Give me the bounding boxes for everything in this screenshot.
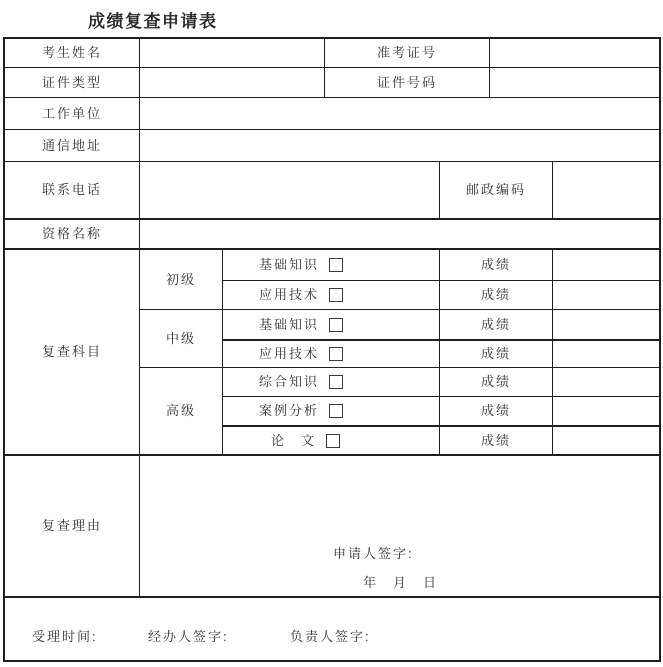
subject-checkbox[interactable] (329, 258, 343, 272)
applicant-signature-label: 申请人签字: (333, 546, 414, 561)
address-input-cell[interactable] (140, 130, 659, 162)
id-no-input-cell[interactable] (490, 68, 659, 98)
footer-row (5, 598, 659, 660)
score-label-cell (440, 368, 553, 397)
review-section-text: 复查科目 (41, 344, 102, 360)
score-label: 成绩 (480, 403, 511, 419)
score-label: 成绩 (480, 257, 511, 273)
score-input-cell[interactable] (553, 368, 659, 397)
application-form-table (3, 37, 661, 662)
score-label-cell (440, 397, 553, 427)
id-type-input-cell[interactable] (140, 68, 325, 98)
subject-checkbox[interactable] (329, 375, 343, 389)
work-unit-input-cell[interactable] (140, 98, 659, 130)
accept-time-label: 受理时间: (32, 629, 98, 644)
subject-label: 基础知识 (259, 257, 320, 273)
score-input-cell[interactable] (553, 397, 659, 427)
qualification-input-cell[interactable] (140, 220, 659, 250)
subject-label: 论 文 (271, 432, 317, 448)
score-label-cell (440, 341, 553, 368)
level-senior-label (140, 368, 223, 456)
score-input-cell[interactable] (553, 427, 659, 456)
score-label-cell (440, 310, 553, 341)
subject-label: 应用技术 (259, 346, 320, 362)
score-label-cell (440, 250, 553, 281)
score-label-cell (440, 427, 553, 456)
reason-input-cell[interactable] (140, 456, 659, 598)
reason-label (5, 456, 140, 598)
subject-label: 综合知识 (259, 374, 320, 390)
score-input-cell[interactable] (553, 250, 659, 281)
score-label: 成绩 (480, 346, 511, 362)
subject-cell-senior-case (223, 397, 440, 427)
phone-text: 联系电话 (41, 182, 102, 198)
score-label: 成绩 (480, 287, 511, 303)
subject-checkbox[interactable] (329, 318, 343, 332)
work-unit-text: 工作单位 (41, 105, 102, 121)
subject-label: 基础知识 (259, 316, 320, 332)
reason-text: 复查理由 (41, 518, 102, 534)
handler-signature-label: 经办人签字: (148, 629, 229, 644)
work-unit-label (5, 98, 140, 130)
postal-code-input-cell[interactable] (553, 162, 659, 220)
address-text: 通信地址 (41, 137, 102, 153)
subject-cell-intermediate-applied (223, 341, 440, 368)
admission-no-text: 准考证号 (376, 45, 437, 61)
phone-input-cell[interactable] (140, 162, 440, 220)
subject-label: 案例分析 (259, 403, 320, 419)
score-input-cell[interactable] (553, 310, 659, 341)
phone-label (5, 162, 140, 220)
subject-label: 应用技术 (259, 287, 320, 303)
id-no-text: 证件号码 (376, 74, 437, 90)
id-no-label (325, 68, 490, 98)
candidate-name-text: 考生姓名 (41, 45, 102, 61)
subject-cell-junior-basic (223, 250, 440, 281)
candidate-name-label (5, 39, 140, 68)
subject-cell-senior-comprehensive (223, 368, 440, 397)
subject-checkbox[interactable] (329, 347, 343, 361)
subject-cell-senior-thesis (223, 427, 440, 456)
subject-cell-intermediate-basic (223, 310, 440, 341)
score-label-cell (440, 281, 553, 310)
subject-checkbox[interactable] (326, 434, 340, 448)
admission-no-label (325, 39, 490, 68)
id-type-label (5, 68, 140, 98)
qualification-label (5, 220, 140, 250)
review-section-label (5, 250, 140, 456)
date-label: 年 月 日 (363, 575, 439, 590)
score-input-cell[interactable] (553, 281, 659, 310)
subject-cell-junior-applied (223, 281, 440, 310)
score-input-cell[interactable] (553, 341, 659, 368)
candidate-name-input-cell[interactable] (140, 39, 325, 68)
qualification-text: 资格名称 (41, 226, 102, 242)
level-intermediate-label (140, 310, 223, 368)
subject-checkbox[interactable] (329, 288, 343, 302)
address-label (5, 130, 140, 162)
score-label: 成绩 (480, 432, 511, 448)
level-intermediate-text: 中级 (165, 330, 196, 346)
subject-checkbox[interactable] (329, 404, 343, 418)
score-label: 成绩 (480, 316, 511, 332)
level-junior-text: 初级 (165, 271, 196, 287)
postal-code-text: 邮政编码 (465, 181, 526, 197)
page-title: 成绩复查申请表 (88, 12, 218, 31)
postal-code-label (440, 162, 553, 220)
score-label: 成绩 (480, 374, 511, 390)
level-senior-text: 高级 (165, 403, 196, 419)
admission-no-input-cell[interactable] (490, 39, 659, 68)
level-junior-label (140, 250, 223, 310)
manager-signature-label: 负责人签字: (290, 629, 371, 644)
id-type-text: 证件类型 (41, 74, 102, 90)
